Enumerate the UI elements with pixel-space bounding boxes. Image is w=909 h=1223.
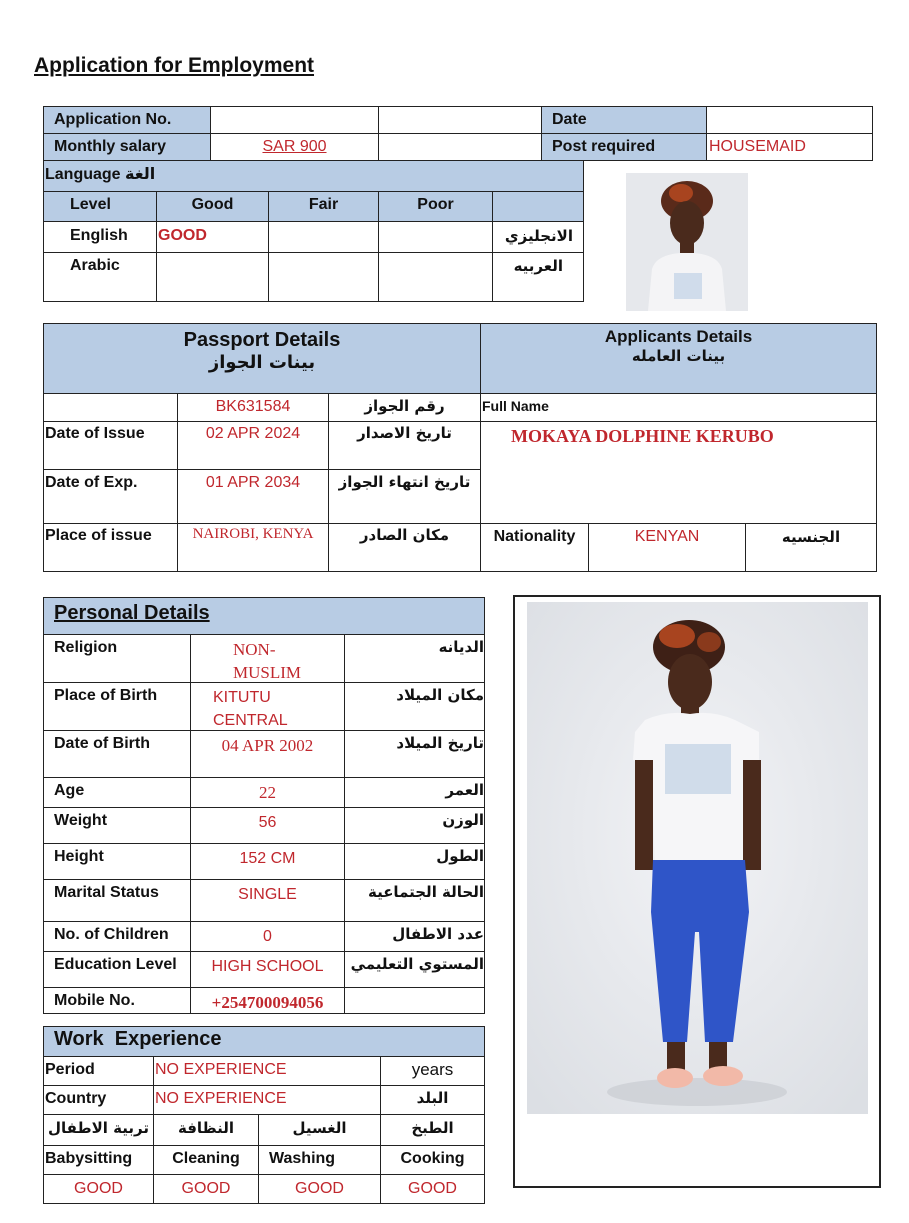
skill-level: GOOD [43, 1174, 154, 1204]
nationality-ar: الجنسيه [745, 523, 877, 572]
personal-row-label: Place of Birth [43, 682, 191, 731]
work-experience-title: Work Experience [43, 1026, 485, 1057]
passport-issue-date: 02 APR 2024 [177, 421, 329, 470]
personal-row-label: Education Level [43, 951, 191, 988]
monthly-salary-extra [378, 133, 542, 161]
language-title: Language الغة [43, 161, 584, 192]
personal-row-arabic: العمر [344, 777, 485, 808]
personal-row-value: KITUTU CENTRAL [190, 682, 345, 731]
personal-row-label: Age [43, 777, 191, 808]
page-title: Application for Employment [34, 54, 315, 77]
personal-row-value: HIGH SCHOOL [190, 951, 345, 988]
personal-row-value: 04 APR 2002 [190, 730, 345, 778]
skill-level: GOOD [258, 1174, 381, 1204]
full-name-value: MOKAYA DOLPHINE KERUBO [480, 421, 877, 524]
personal-row-arabic: الديانه [344, 634, 485, 683]
passport-title-ar: بينات الجواز [208, 352, 316, 373]
full-body-photo-frame [513, 595, 881, 1188]
application-no-value[interactable] [210, 106, 379, 134]
personal-row-arabic: المستوي التعليمي [344, 951, 485, 988]
passport-place-of-issue: NAIROBI, KENYA [177, 523, 329, 572]
date-value[interactable] [706, 106, 873, 134]
language-row-fair [268, 252, 379, 302]
post-required-value: HOUSEMAID [706, 133, 873, 161]
passport-expiry-date: 01 APR 2034 [177, 469, 329, 524]
passport-photo [626, 173, 748, 311]
language-row-poor [378, 252, 493, 302]
personal-row-label: Mobile No. [43, 987, 191, 1014]
monthly-salary-value: SAR 900 [210, 133, 379, 161]
skill-label: Babysitting [43, 1145, 154, 1175]
person-full-body-icon [527, 602, 868, 1114]
monthly-salary-label: Monthly salary [43, 133, 211, 161]
personal-row-label: Weight [43, 807, 191, 844]
passport-title: Passport Details [183, 329, 341, 351]
language-row-fair [268, 221, 379, 253]
personal-details-header [43, 597, 485, 635]
post-required-label: Post required [541, 133, 707, 161]
country-label: Country [43, 1085, 154, 1115]
passport-row-label [43, 393, 178, 422]
personal-row-arabic: الطول [344, 843, 485, 880]
personal-row-arabic: عدد الاطفال [344, 921, 485, 952]
language-row-arabic: الانجليزي [492, 221, 584, 253]
personal-row-value: 152 CM [190, 843, 345, 880]
skill-level: GOOD [153, 1174, 259, 1204]
personal-details-title: Personal Details [54, 602, 210, 624]
personal-row-value: NON- MUSLIM [190, 634, 345, 683]
period-label: Period [43, 1056, 154, 1086]
personal-row-value: 56 [190, 807, 345, 844]
application-no-extra [378, 106, 542, 134]
passport-row-label: Place of issue [43, 523, 178, 572]
language-col-arabic [492, 191, 584, 222]
period-unit: years [380, 1056, 485, 1086]
skill-ar: الطبخ [380, 1114, 485, 1146]
skill-label: Cooking [380, 1145, 485, 1175]
personal-row-label: Religion [43, 634, 191, 683]
skill-level: GOOD [380, 1174, 485, 1204]
personal-row-value: 22 [190, 777, 345, 808]
applicant-header [480, 323, 877, 394]
date-label: Date [541, 106, 707, 134]
language-col-level: Level [43, 191, 157, 222]
passport-row-label: Date of Exp. [43, 469, 178, 524]
skill-ar: الغسيل [258, 1114, 381, 1146]
skill-label: Washing [258, 1145, 381, 1175]
full-body-photo [527, 602, 868, 1114]
skill-ar: تربية الاطفال [43, 1114, 154, 1146]
language-row-poor [378, 221, 493, 253]
country-ar: البلد [380, 1085, 485, 1115]
passport-header [43, 323, 481, 394]
personal-row-label: No. of Children [43, 921, 191, 952]
skill-ar: النظافة [153, 1114, 259, 1146]
personal-row-arabic: الوزن [344, 807, 485, 844]
passport-row-arabic: رقم الجواز [328, 393, 481, 422]
country-value: NO EXPERIENCE [153, 1085, 381, 1115]
personal-row-arabic: تاريخ الميلاد [344, 730, 485, 778]
skill-label: Cleaning [153, 1145, 259, 1175]
full-name-label: Full Name [480, 393, 877, 422]
personal-row-arabic: مكان الميلاد [344, 682, 485, 731]
language-col-good: Good [156, 191, 269, 222]
application-no-label: Application No. [43, 106, 211, 134]
language-col-fair: Fair [268, 191, 379, 222]
language-col-poor: Poor [378, 191, 493, 222]
personal-row-arabic [344, 987, 485, 1014]
personal-row-value: SINGLE [190, 879, 345, 922]
language-row-good: GOOD [156, 221, 269, 253]
language-row-label: Arabic [43, 252, 157, 302]
period-value: NO EXPERIENCE [153, 1056, 381, 1086]
passport-row-arabic: مكان الصادر [328, 523, 481, 572]
passport-row-label: Date of Issue [43, 421, 178, 470]
passport-row-arabic: تاريخ انتهاء الجواز [328, 469, 481, 524]
personal-row-label: Date of Birth [43, 730, 191, 778]
personal-row-label: Height [43, 843, 191, 880]
applicant-title-ar: بينات العامله [631, 347, 726, 365]
applicant-title: Applicants Details [604, 327, 753, 346]
language-row-arabic: العربيه [492, 252, 584, 302]
passport-row-arabic: تاريخ الاصدار [328, 421, 481, 470]
language-row-label: English [43, 221, 157, 253]
personal-row-value: 0 [190, 921, 345, 952]
passport-number: BK631584 [177, 393, 329, 422]
language-row-good [156, 252, 269, 302]
person-portrait-icon [626, 173, 748, 311]
personal-row-value: +254700094056 [190, 987, 345, 1014]
nationality-value: KENYAN [588, 523, 746, 572]
personal-row-arabic: الحالة الجتماعية [344, 879, 485, 922]
nationality-label: Nationality [480, 523, 589, 572]
personal-row-label: Marital Status [43, 879, 191, 922]
